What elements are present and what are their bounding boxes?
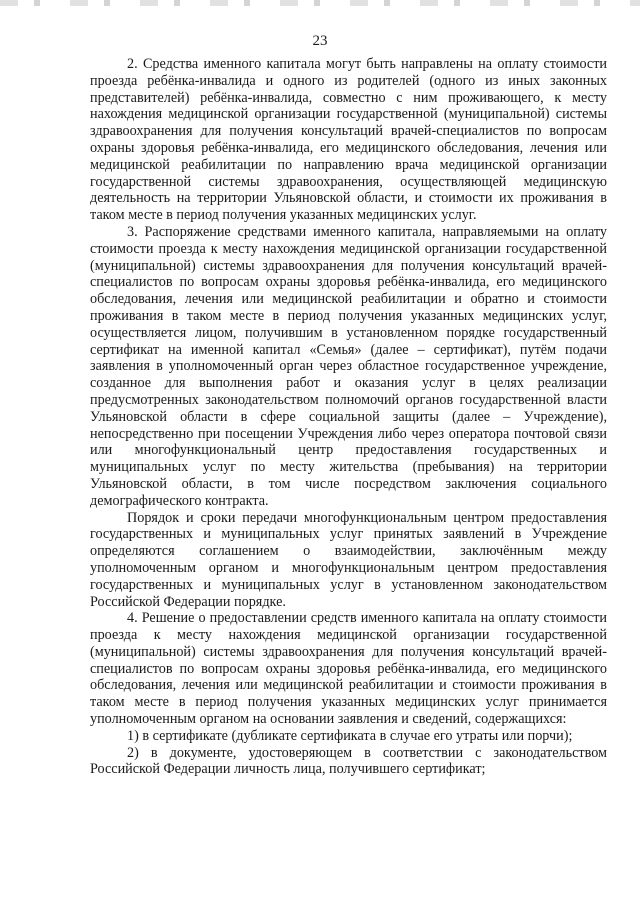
page-number: 23 xyxy=(312,33,328,49)
document-body xyxy=(90,56,607,778)
paragraph-4: 4. Решение о предоставлении средств именного капитала на оплату стоимости проезда к месту нахождения медицинской организации государственной (муниципальной) системы здравоохранения для получения консультаций врачей-специалистов по вопросам охраны здоровья ребёнка-инвалида, его медицинского обследования, лечения или медицинской реабилитации и стоимости проживания в таком месте в период получения указанных медицинских услуг принимается уполномоченным органом на основании заявления и сведений, содержащихся: xyxy=(90,610,607,728)
paragraph-mfc-procedure: Порядок и сроки передачи многофункциональным центром предоставления государственных и муниципальных услуг принятых заявлений в Учреждение определяются соглашением о взаимодействии, заключённым между уполномоченным органом и многофункциональным центром предоставления государственных и муниципальных услуг в установленном законодательством Российской Федерации порядке. xyxy=(90,509,607,610)
paragraph-3: 3. Распоряжение средствами именного капитала, направляемыми на оплату стоимости проезда к месту нахождения медицинской организации государственной (муниципальной) системы здравоохранения для получения консультаций врачей-специалистов по вопросам охраны здоровья ребёнка-инвалида, его медицинского обследования, лечения или медицинской реабилитации и обратно и стоимости проживания в таком месте в период получения указанных медицинских услуг, осуществляется лицом, получившим в установленном порядке государственный сертификат на именной капитал «Семья» (далее – сертификат), путём подачи заявления в уполномоченный орган через областное государственное учреждение, созданное для выполнения работ и оказания услуг в целях реализации предусмотренных законодательством полномочий органов государственной власти Ульяновской области в сфере социальной защиты (далее – Учреждение), непосредственно при посещении Учреждения либо через оператора почтовой связи или многофункциональный центр предоставления государственных и муниципальных услуг по месту жительства (пребывания) на территории Ульяновской области, в том числе посредством заключения социального демографического контракта. xyxy=(90,223,607,509)
paragraph-2: 2. Средства именного капитала могут быть направлены на оплату стоимости проезда ребёнка-инвалида и одного из родителей (одного из иных законных представителей) ребёнка-инвалида, совместно с ним проживающего, к месту нахождения медицинской организации государственной (муниципальной) системы здравоохранения для получения консультаций врачей-специалистов по вопросам охраны здоровья ребёнка-инвалида, его медицинского обследования, лечения или медицинской реабилитации по направлению врача медицинской организации государственной системы здравоохранения, осуществляющей медицинскую деятельность на территории Ульяновской области, и стоимости их проживания в таком месте в период получения указанных медицинских услуг. xyxy=(90,56,607,224)
scan-top-edge xyxy=(0,0,640,6)
list-item-2: 2) в документе, удостоверяющем в соответствии с законодательством Российской Федерации личность лица, получившего сертификат; xyxy=(90,744,607,778)
list-item-1: 1) в сертификате (дубликате сертификата в случае его утраты или порчи); xyxy=(127,727,573,744)
